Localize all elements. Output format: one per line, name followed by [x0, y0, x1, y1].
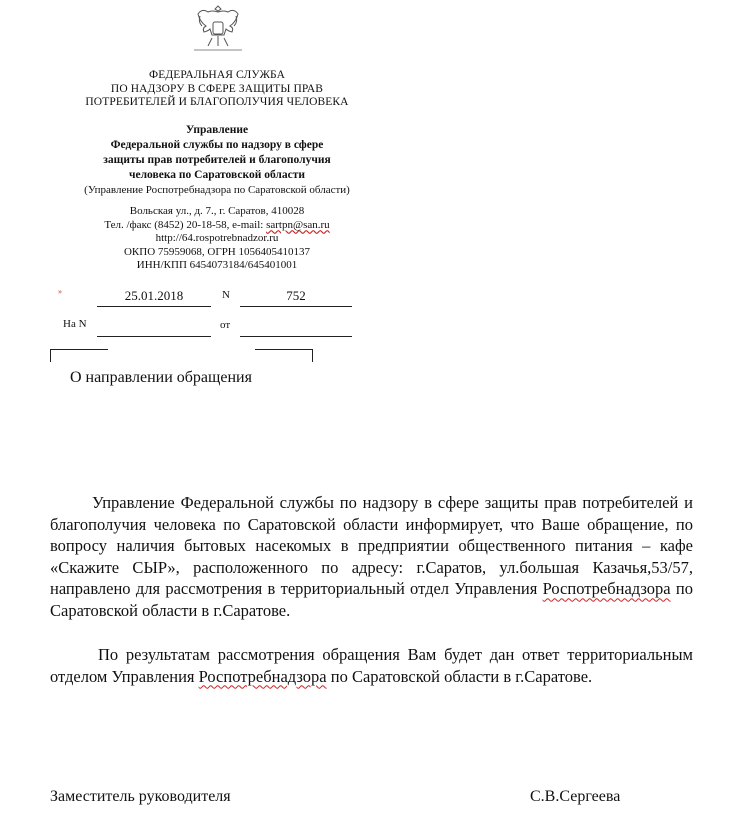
subject-bracket-left [50, 349, 108, 362]
body-text: по Саратовской области в г.Саратове. [50, 579, 693, 620]
phone-fax: Тел. /факс (8452) 20-18-58, e-mail: [104, 218, 267, 231]
body-paragraph-2 [50, 644, 693, 687]
coat-of-arms-icon [192, 0, 244, 52]
spellcheck-word: Роспотребнадзора [198, 666, 327, 686]
department-abbreviation: (Управление Роспотребнадзора по Саратовской области) [84, 184, 350, 196]
letter-subject: О направлении обращения [70, 369, 252, 386]
okpo-ogrn: ОКПО 75959068, ОГРН 1056405410137 [123, 245, 311, 258]
reference-number-line [97, 336, 211, 337]
inn-kpp: ИНН/КПП 6454073184/645401001 [136, 259, 298, 271]
reference-label: На N [63, 318, 87, 330]
department-line: защиты прав потребителей и благополучия [103, 154, 331, 166]
date-line [97, 306, 211, 307]
signatory-name: С.В.Сергеева [530, 788, 621, 805]
department-line: Управление [185, 124, 249, 136]
department-line: человека по Саратовской области [129, 169, 305, 181]
from-label: от [220, 319, 231, 331]
body-text: Управление Федеральной службы по надзору в сфере защиты прав потребителей и благополучия человека по Саратовской области информирует, что Ваше обращение, по вопросу наличия бытовых насекомых в предприятии общественного питания – кафе «Скажите СЫР», расположенного по адресу: г.Саратов, ул.большая Казачья,53/57, направлено для рассмотрения в территориальный отдел Управления [50, 493, 693, 599]
website-link[interactable]: http://64.rospotrebnadzor.ru [155, 232, 279, 244]
number-label: N [222, 289, 230, 301]
agency-block [50, 69, 384, 110]
outgoing-number: 752 [286, 288, 306, 303]
body-text: По результатам рассмотрения обращения Вам будет дан ответ территориальным отделом Управления [50, 645, 693, 686]
department-block [50, 123, 384, 198]
department-line: Федеральной службы по надзору в сфере [110, 139, 324, 151]
agency-line: ПО НАДЗОРУ В СФЕРЕ ЗАЩИТЫ ПРАВ [110, 82, 324, 95]
contacts-block [50, 205, 384, 273]
body-paragraph-1 [50, 492, 693, 622]
agency-line: ПОТРЕБИТЕЛЕЙ И БЛАГОПОЛУЧИЯ ЧЕЛОВЕКА [85, 96, 349, 108]
address: Вольская ул., д. 7., г. Саратов, 410028 [129, 205, 305, 217]
email-link[interactable]: sartpn@san.ru [266, 218, 330, 231]
spellcheck-word: Роспотребнадзора [542, 579, 671, 599]
agency-line: ФЕДЕРАЛЬНАЯ СЛУЖБА [149, 69, 285, 81]
body-text: по Саратовской области в г.Саратове. [326, 666, 593, 686]
reference-date-line [240, 336, 352, 337]
outgoing-date: 25.01.2018 [124, 288, 184, 303]
signatory-title: Заместитель руководителя [50, 788, 231, 805]
number-line [240, 306, 352, 307]
phone-email-line [50, 219, 384, 233]
subject-bracket-right [255, 349, 313, 362]
stray-mark: » [58, 287, 62, 296]
